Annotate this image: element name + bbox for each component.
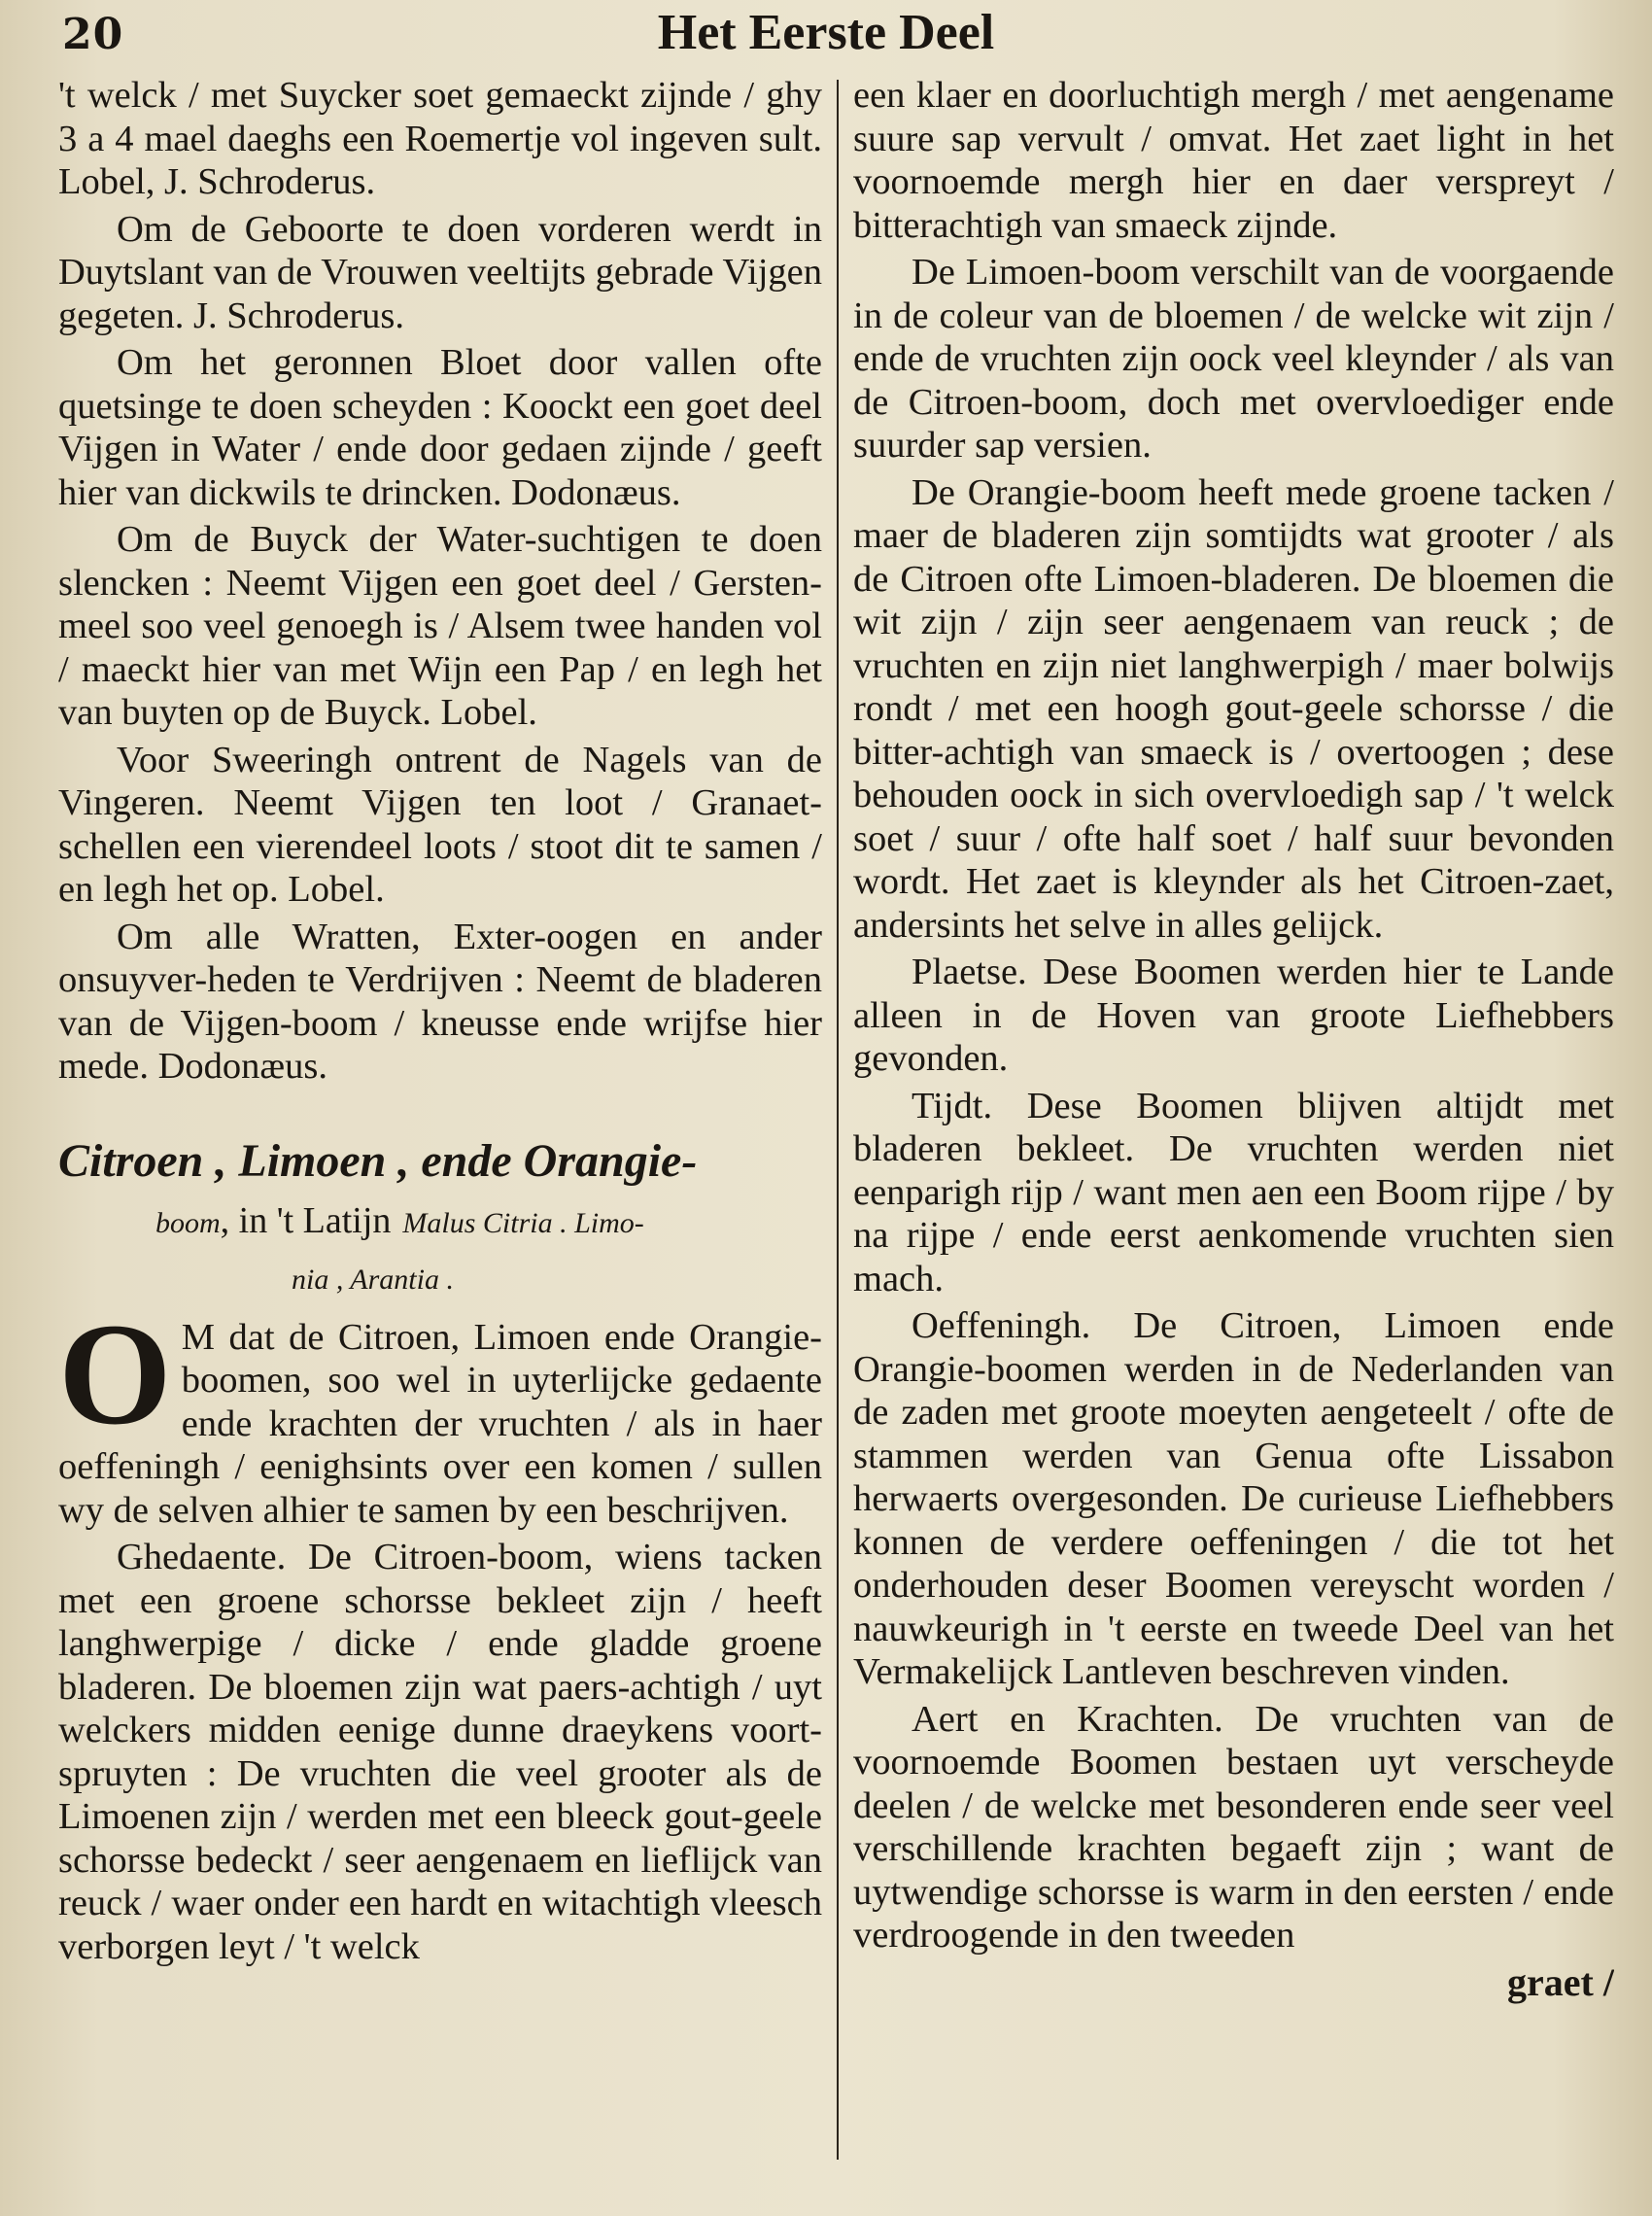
paragraph: Aert en Krachten. De vruchten van de voornoemde Boomen bestaen uyt verscheyde deelen / de welcke met besonderen ende seer veel verschillende krachten begaeft zijn ; want de uytwendige schorsse is warm in den eersten / ende verdroogende in den tweeden [853, 1698, 1614, 1956]
page-number: 20 [62, 10, 124, 59]
section-heading [58, 1133, 822, 1308]
paragraph: 't welck / met Suycker soet gemaeckt zijnde / ghy 3 a 4 mael daeghs een Roemertje vol ingeven sult. Lobel, J. Schroderus. [58, 75, 822, 202]
paragraph: Plaetse. Dese Boomen werden hier te Lande alleen in de Hoven van groote Liefhebbers gevonden. [853, 952, 1614, 1079]
heading-latin-intro: , in 't Latijn [220, 1199, 392, 1241]
heading-latin-names-cont: nia , Arantia . [292, 1263, 454, 1296]
section-heading-latin [58, 1190, 822, 1252]
paragraph: Tijdt. Dese Boomen blijven altijdt met bladeren bekleet. De vruchten werden niet eenparigh rijp / want men aen een Boom rijpe / by na rijpe / ende eerst aenkomende vruchten sien mach. [853, 1085, 1614, 1299]
heading-latin-names: Malus Citria . Limo- [402, 1206, 644, 1239]
paragraph: Om het geronnen Bloet door vallen ofte quetsinge te doen scheyden : Koockt een goet deel Vijgen in Water / ende door gedaen zijnde / geeft hier van dickwils te drincken. Dodonæus. [58, 342, 822, 513]
paragraph: De Orangie-boom heeft mede groene tacken / maer de bladeren zijn somtijdts wat grooter / als de Citroen ofte Limoen-bladeren. De bloemen die wit zijn / zijn seer aengenaem van reuck ; de vruchten en zijn niet langhwerpigh / maer bolwijs rondt / met een hoogh gout-geele schorsse / die bitter-achtigh van smaeck is / overtoogen ; dese behouden oock in sich overvloedigh sap / 't welck soet / suur / ofte half soet / half suur bevonden wordt. Het zaet is kleynder als het Citroen-zaet, andersints het selve in alles gelijck. [853, 471, 1614, 946]
paragraph: Om de Buyck der Water-suchtigen te doen slencken : Neemt Vijgen een goet deel / Gersten-meel soo veel genoegh is / Alsem twee handen vol / maeckt hier van met Wijn een Pap / en legh het van buyten op de Buyck. Lobel. [58, 519, 822, 733]
paragraph: De Limoen-boom verschilt van de voorgaende in de coleur van de bloemen / de welcke wit zijn / ende de vruchten zijn oock veel kleynder / als van de Citroen-boom, doch met overvloediger ende suurder sap versien. [853, 252, 1614, 466]
running-head [0, 0, 1652, 68]
left-column [58, 74, 822, 2173]
column-rule [837, 80, 839, 2160]
catchword: graet / [1507, 1959, 1614, 2004]
drop-cap: O [58, 1293, 172, 1455]
intro-text: M dat de Citroen, Limoen ende Orangie-boomen, soo wel in uyterlijcke gedaente ende krachten der vruchten / als in haer oeffeningh / eenighsints over een komen / sullen wy de selven alhier te samen by een beschrijven. [58, 1316, 822, 1531]
paragraph: Om alle Wratten, Exter-oogen en ander onsuyver-heden te Verdrijven : Neemt de bladeren van de Vijgen-boom / kneusse ende wrijfse hier mede. Dodonæus. [58, 916, 822, 1087]
heading-boom-word: boom [155, 1206, 221, 1239]
right-column [853, 74, 1614, 2173]
paragraph: Om de Geboorte te doen vorderen werdt in Duytslant van de Vrouwen veeltijts gebrade Vijgen gegeten. J. Schroderus. [58, 208, 822, 336]
paragraph: Voor Sweeringh ontrent de Nagels van de Vingeren. Neemt Vijgen ten loot / Granaet-schellen een vierendeel loots / stoot dit te samen / en legh het op. Lobel. [58, 739, 822, 910]
paragraph: Oeffeningh. De Citroen, Limoen ende Orangie-boomen werden in de Nederlanden van de zaden met groote moeyten aengeteelt / ofte de stammen werden van Genua ofte Lissabon herwaerts overgesonden. De curieuse Liefhebbers konnen de verdere oeffeningen / die tot het onderhouden deser Boomen vereyscht worden / nauwkeurigh in 't eerste en tweede Deel van het Vermakelijck Lantleven beschreven vinden. [853, 1305, 1614, 1692]
section-heading-title: Citroen , Limoen , ende Orangie- [58, 1134, 698, 1187]
intro-paragraph [58, 1293, 822, 1533]
running-title: Het Eerste Deel [657, 5, 995, 60]
paragraph: Ghedaente. De Citroen-boom, wiens tacken met een groene schorsse bekleet zijn / heeft langhwerpige / dicke / ende gladde groene bladeren. De bloemen zijn wat paers-achtigh / uyt welckers midden eenige dunne draeykens voort-spruyten : De vruchten die veel grooter als de Limoenen zijn / werden met een bleeck gout-geele schorsse bedeckt / seer aengenaem en lieflijck van reuck / waer onder een hardt en witachtigh vleesch verborgen leyt / 't welck [58, 1537, 822, 1967]
paragraph: een klaer en doorluchtigh mergh / met aengename suure sap vervult / omvat. Het zaet light in het voornoemde mergh hier en daer verspreyt / bitterachtigh van smaeck zijnde. [853, 75, 1614, 246]
